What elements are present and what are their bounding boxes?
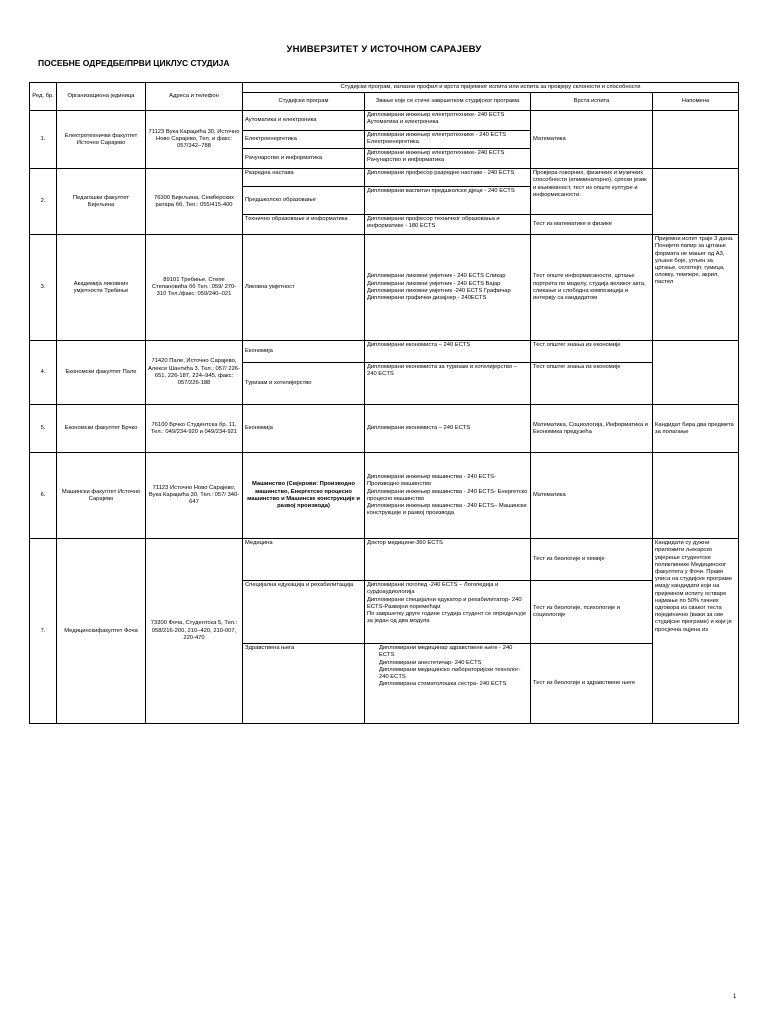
row4-program-1: Економија [243,341,365,363]
row7-num: 7. [30,539,57,724]
row5-addr: 76100 Брчко Студентска бр. 11, Тел.: 049/234-920 и 049/234-921 [146,405,243,453]
col-header-program: Студијски програм [243,93,365,111]
row7-degree-3b: Дипломирани анестетичар- 240 ЕCTS [379,659,482,666]
row3-note: Пријемни испит траје 3 дана. Понијети папир за цртање формата не мањег од А3, уљане боје, угљен за цртање, селотејп, гумица, оловку, темпере, акрил, пастел [653,235,739,341]
row3-program-1: Ликовна умјетност [243,235,365,341]
row2-note [653,169,739,235]
row5-org: Економски факултет Брчко [57,405,146,453]
row1-exam: Математика [531,111,653,169]
col-header-degree: Звање које се стиче завршетком студијског програма [365,93,531,111]
row3-degree-4: Дипломирани графички дизајнер - 240ЕCTS [367,294,487,301]
row2-program-2: Предшколско образовање [243,187,365,215]
row1-degree-3: Дипломирани инжењер електротехнике- 240 ЕCTS Рачунарство и информатика [365,149,531,169]
row6-addr: 71123 Источно Ново Сарајево, Вука Караџића 30, Тел.: 057/ 340-647 [146,453,243,539]
row6-degrees [365,453,531,539]
row7-degrees-2 [365,581,531,644]
row1-degree-2: Дипломирани инжењер електротехнике - 240 ЕCTS Електроенергетика [365,131,531,149]
col-header-num: Ред. бр. [30,83,57,111]
row7-degree-2c: По завршетку друге године студија студент се опредјељује за један од два модула [367,611,527,625]
row1-program-1: Аутоматика и електроника [243,111,365,131]
page-number: 1 [733,994,737,1000]
col-header-addr: Адреса и телефон [146,83,243,111]
row2-program-3: Технично образовање и информатика [243,215,365,235]
row6-degree-3: Дипломирани инжењер машинства - 240 ЕCTS– Машинске конструкције и развој производа [367,502,527,517]
row1-addr: 71123 Вука Караџића 30, Источно Ново Сарајево, Тел. и факс: 057/342–788 [146,111,243,169]
row2-addr: 76300 Бијељина, Семберских ратара бб, Тел.: 055/415-400 [146,169,243,235]
row7-program-2: Специјална едукација и рехабилитација [243,581,365,644]
row7-program-1: Медицина [243,539,365,581]
row2-program-1: Разредна настава [243,169,365,187]
row1-program-2: Електроенергетика [243,131,365,149]
row6-program-1: Машинство (Смјерови: Производно машинство, Енергетско процесно машинство и Машинске конструкције и развој производа) [243,453,365,539]
row4-degree-1: Дипломирани економиста – 240 ЕCTS [365,341,531,363]
row6-note [653,453,739,539]
row7-degree-2a: Дипломирани логопед -240 ЕCTS – Логопедија и сурдоаудиологија [367,582,499,596]
row4-org: Економски факултет Пале [57,341,146,405]
row5-note: Кандидат бира два предмета за полагање [653,405,739,453]
row3-degree-2: Дипломирани ликовни умјетник - 240 ЕCTS Вајар [367,280,501,287]
row7-exam-1: Тест из биологије и хемије [531,539,653,581]
row2-num: 2. [30,169,57,235]
row4-degree-2: Дипломирани економиста за туризам и хотелијерство – 240 ЕCTS [365,363,531,405]
row7-degree-3d: Дипломирана стоматолошка сестра- 240 ЕCTS [379,681,507,688]
row7-degree-2b: Дипломирани специјални едукатор и рехабилитатор- 240 ЕCTS-Развојни поремећаји [367,596,522,610]
row7-degrees-3 [365,644,531,724]
row2-degree-2: Дипломирани васпитач предшколске дјеце - 240 ЕCTS [365,187,531,215]
row3-num: 3. [30,235,57,341]
row7-exam-2: Тест из биологије, психологије и социологије [531,581,653,644]
row1-program-3: Рачунарство и информатика [243,149,365,169]
row5-exam: Математика, Социологија, Информатика и Економика предузећа [531,405,653,453]
row6-num: 6. [30,453,57,539]
row1-org: Електротехнички факултет Источно Сарајево [57,111,146,169]
col-header-exam: Врста испита [531,93,653,111]
col-header-org: Организациона јединица [57,83,146,111]
row3-exam: Тест опште информисаности, цртање портрета по моделу, студија великог акта, сликање и слободна композиција и интервју са кандидатом [531,235,653,341]
row1-num: 1. [30,111,57,169]
row6-degree-1: Дипломирани инжењер машинства - 240 ЕCTS- Производно машинство [367,474,496,488]
row4-exam-1: Тест општег знања из економије [531,341,653,363]
row2-exam-12: Провјера говорних, физичких и музичких способности (елиминаторно), српски језик и књижевност, тест из опште културе и информисаности. [531,169,653,215]
row7-note: Кандидати су дужни приложити љекарско увјерење студентске поликлинике Медицинског факултета у Фочи. Право уписа на студијске програме имају кандидати који на пријемном испиту остваре најмање по 50% тачних одговора из сваког теста појединачно (важи за све студијске програме) и који је просјечна оцјена из [653,539,739,724]
programs-table [29,82,739,724]
row3-org: Академија ликовних умјетности Требиње [57,235,146,341]
row7-exam-3: Тест из биологије и здравствене његе [531,644,653,724]
row4-addr: 71420 Пале, Источно Сарајево, Алексе Шантића 3, Тел.: 057/ 226-651, 226-187, 224–945, факс: 057/226-188 [146,341,243,405]
document-title: УНИВЕРЗИТЕТ У ИСТОЧНОМ САРАЈЕВУ [286,44,482,55]
row7-degree-1: Доктор медицине-360 ЕCTS [365,539,531,581]
row6-degree-2: Дипломирани инжењер машинства - 240 ЕCTS- Енергетско процесно машинство [367,488,528,502]
row7-program-3: Здравствена њега [243,644,365,724]
row1-degree-1: Дипломирани инжењер електротехнике- 240 ЕCTS Аутоматика и електроника [365,111,531,131]
row4-program-2: Туризам и хотелијерство [243,363,365,405]
row7-addr: 73300 Фоча, Студентска 5, Тел.: 058/216-200, 210–420, 210-007, 220-470 [146,539,243,724]
row4-exam-2: Тест општег знања из економије [531,363,653,405]
row6-exam: Математика [531,453,653,539]
document-subtitle: ПОСЕБНЕ ОДРЕДБЕ/ПРВИ ЦИКЛУС СТУДИЈА [38,58,230,68]
row7-degree-3a: Дипломирани медицинар здравствене његе - 240 ЕCTS [379,645,513,659]
row6-org: Машински факултет Источно Сарајево [57,453,146,539]
row3-degree-1: Дипломирани ликовни умјетник - 240 ЕCTS Сликар [367,273,506,280]
row3-degree-3: Дипломирани ликовни умјетник -240 ЕCTS Графичар [367,287,511,294]
col-header-group: Студијски програм, излазни профил и врста пријемног испита или испита за провјеру склоности и способности [243,83,739,93]
row7-org: Медицинскифакултет Фоча [57,539,146,724]
row4-num: 4. [30,341,57,405]
row5-degree-1: Дипломирани економиста – 240 ЕCTS [365,405,531,453]
row5-num: 5. [30,405,57,453]
row3-addr: 89101 Требиње, Степе Степановића бб Тел.: 059/ 270-310 Тел./факс: 059/240–021 [146,235,243,341]
row7-degree-3c: Дипломирани медицинско лабораторијски технолог- 240 ЕCTS [379,666,521,681]
row4-note [653,341,739,405]
row2-degree-1: Дипломирани професор разредне наставе - 240 ЕCTS [365,169,531,187]
row5-program-1: Економија [243,405,365,453]
row1-note [653,111,739,169]
row2-exam-3: Тест из математике и физике [531,215,653,235]
row3-degrees [365,235,531,341]
row2-org: Педагошки факултет Бијељина [57,169,146,235]
row2-degree-3: Дипломирани професор техничког образовања и информатике - 180 ЕCTS [365,215,531,235]
col-header-note: Напомена [653,93,739,111]
